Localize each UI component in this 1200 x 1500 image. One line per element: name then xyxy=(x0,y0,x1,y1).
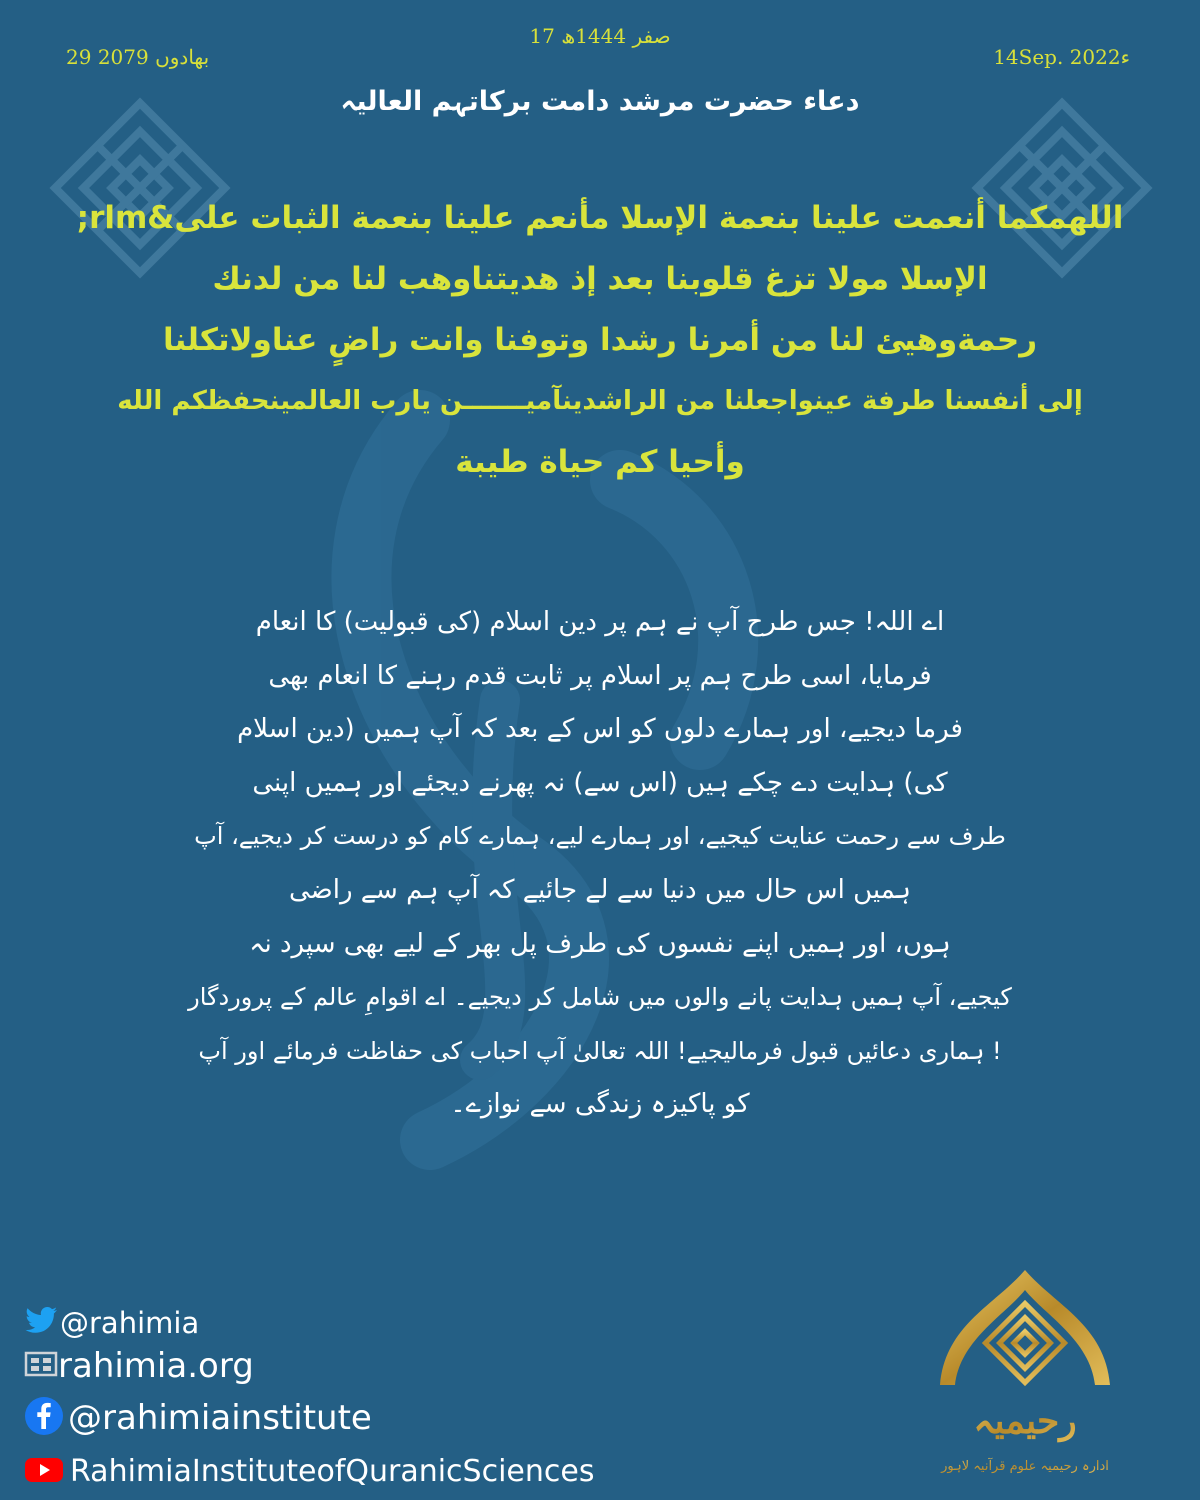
page-title: دعاء حضرت مرشد دامت برکاتہم العالیہ xyxy=(340,86,860,117)
urdu-line: طرف سے رحمت عنایت کیجیے، اور ہمارے لیے، ہمارے کام کو درست کر دیجیے، آپ xyxy=(194,822,1006,851)
urdu-line: ہوں، اور ہمیں اپنے نفسوں کی طرف پل بھر کے لیے بھی سپرد نہ xyxy=(249,928,951,959)
youtube-channel: RahimiaInstituteofQuranicSciences xyxy=(70,1454,595,1489)
social-facebook[interactable] xyxy=(24,1396,372,1440)
urdu-line: ! ہماری دعائیں قبول فرمالیجیے! اللہ تعالیٰ آپ احباب کی حفاظت فرمائے اور آپ xyxy=(198,1036,1002,1065)
urdu-translation xyxy=(110,596,1090,1132)
social-youtube[interactable] xyxy=(24,1454,594,1489)
arabic-dua xyxy=(70,188,1130,493)
website-icon xyxy=(24,1349,58,1383)
urdu-line: کیجیے، آپ ہمیں ہدایت پانے والوں میں شامل کر دیجیے۔ اے اقوامِ عالم کے پروردگار xyxy=(188,983,1012,1012)
arabic-line: إلى أنفسنا طرفة عينواجعلنا من الراشدينآميـــــــن يارب العالمينحفظكم الله xyxy=(117,386,1083,416)
social-twitter[interactable] xyxy=(24,1306,199,1340)
date-gregorian: 14Sep. 2022ء xyxy=(993,45,1130,69)
arabic-line: الإسلا مولا تزغ قلوبنا بعد إذ هديتناوهب لنا من لدنك xyxy=(212,261,988,297)
arabic-line: رحمةوهيئ لنا من أمرنا رشدا وتوفنا وانت راضٍ عناولاتكلنا xyxy=(162,322,1038,358)
twitter-icon xyxy=(24,1306,58,1340)
social-website[interactable] xyxy=(24,1346,254,1386)
facebook-handle: @rahimiainstitute xyxy=(68,1398,372,1438)
date-bikrami: 29 بھادوں 2079 xyxy=(66,45,210,69)
urdu-line: فرمایا، اسی طرح ہم پر اسلام پر ثابت قدم رہنے کا انعام بھی xyxy=(268,660,932,691)
urdu-line: کی) ہدایت دے چکے ہیں (اس سے) نہ پھرنے دیجئے اور ہمیں اپنی xyxy=(252,767,948,798)
logo-subtitle: ادارہ رحیمیہ علوم قرآنیہ لاہور xyxy=(941,1459,1109,1474)
logo-name: رحیمیہ xyxy=(973,1400,1077,1442)
arabic-line: اللهمكما أنعمت علينا بنعمة الإسلا مأنعم علينا بنعمة الثبات على&rlm; xyxy=(76,200,1124,236)
urdu-line: اے اللہ! جس طرح آپ نے ہم پر دین اسلام (کی قبولیت) کا انعام xyxy=(255,607,945,637)
twitter-handle: @rahimia xyxy=(60,1306,200,1340)
urdu-line: ہمیں اس حال میں دنیا سے لے جائیے کہ آپ ہم سے راضی xyxy=(289,874,911,905)
date-hijri: 17 صفر 1444ھ xyxy=(529,24,671,48)
urdu-line: فرما دیجیے، اور ہمارے دلوں کو اس کے بعد کہ آپ ہمیں (دین اسلام xyxy=(237,714,963,745)
rahimia-logo xyxy=(905,1265,1165,1499)
arabic-line: وأحيا كم حياة طيبة xyxy=(455,444,745,480)
website-url: rahimia.org xyxy=(58,1346,254,1386)
youtube-icon xyxy=(24,1456,64,1488)
urdu-line: کو پاکیزہ زندگی سے نوازے۔ xyxy=(450,1089,750,1120)
facebook-icon xyxy=(24,1396,64,1440)
